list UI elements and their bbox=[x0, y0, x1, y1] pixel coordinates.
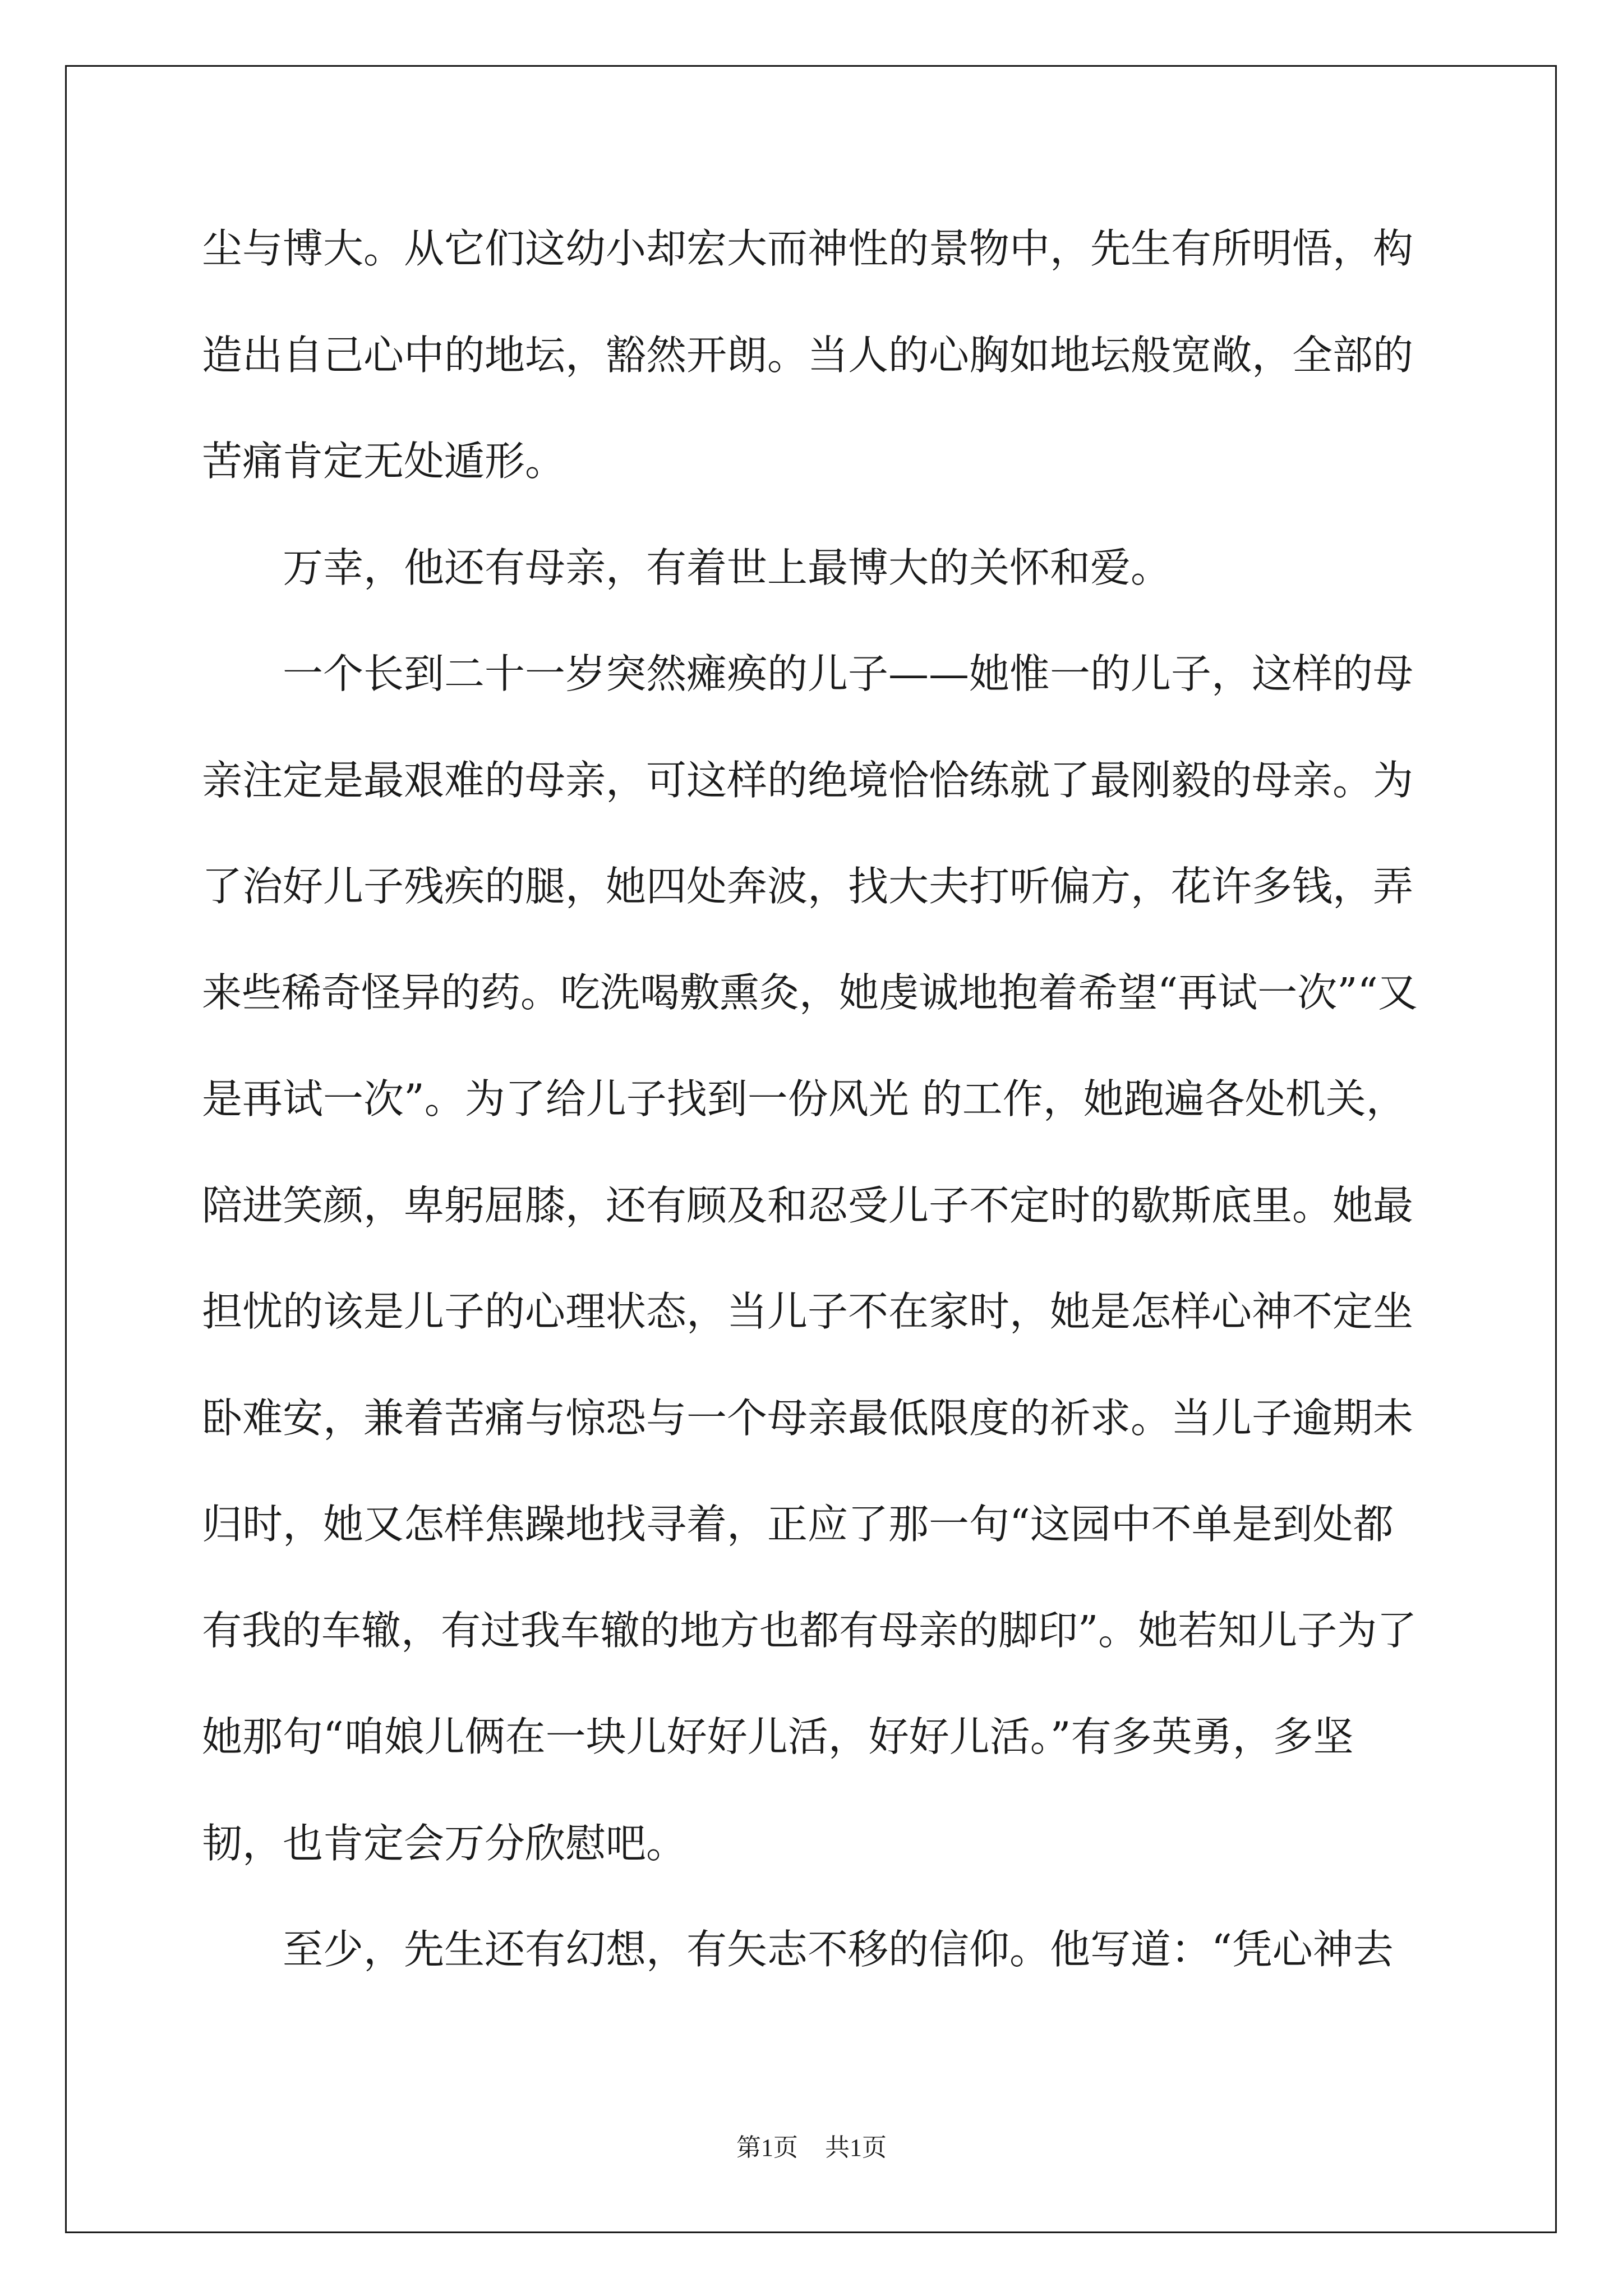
text-line: 尘与博大。从它们这幼小却宏大而神性的景物中，先生有所明悟，构 bbox=[202, 225, 1414, 272]
text-line: 她那句“咱娘儿俩在一块儿好好儿活，好好儿活。”有多英勇，多坚 bbox=[202, 1713, 1354, 1760]
page-number-total: 共1页 bbox=[825, 2134, 887, 2161]
text-line: 造出自己心中的地坛，豁然开朗。当人的心胸如地坛般宽敞，全部的 bbox=[202, 331, 1414, 379]
text-line: 韧，也肯定会万分欣慰吧。 bbox=[202, 1819, 687, 1867]
text-line: 了治好儿子残疾的腿，她四处奔波，找大夫打听偏方，花许多钱，弄 bbox=[202, 863, 1414, 910]
page-number-current: 第1页 bbox=[736, 2134, 798, 2161]
text-line: 至少，先生还有幻想，有矢志不移的信仰。他写道：“凭心神去 bbox=[283, 1926, 1394, 1973]
text-line: 万幸，他还有母亲，有着世上最博大的关怀和爱。 bbox=[283, 544, 1172, 591]
text-line: 一个长到二十一岁突然瘫痪的儿子——她惟一的儿子，这样的母 bbox=[283, 650, 1414, 697]
text-line: 苦痛肯定无处遁形。 bbox=[202, 438, 566, 485]
text-line: 来些稀奇怪异的药。吃洗喝敷熏灸，她虔诚地抱着希望“再试一次”“又 bbox=[202, 969, 1418, 1016]
text-line: 卧难安，兼着苦痛与惊恐与一个母亲最低限度的祈求。当儿子逾期未 bbox=[202, 1394, 1414, 1442]
text-line: 担忧的该是儿子的心理状态，当儿子不在家时，她是怎样心神不定坐 bbox=[202, 1288, 1414, 1335]
text-line: 有我的车辙，有过我车辙的地方也都有母亲的脚印”。她若知儿子为了 bbox=[202, 1607, 1417, 1654]
document-body bbox=[202, 218, 1430, 2025]
text-line: 亲注定是最艰难的母亲，可这样的绝境恰恰练就了最刚毅的母亲。为 bbox=[202, 756, 1414, 804]
text-line: 陪进笑颜，卑躬屈膝，还有顾及和忍受儿子不定时的歇斯底里。她最 bbox=[202, 1181, 1414, 1229]
text-line: 是再试一次”。为了给儿子找到一份风光 的工作，她跑遍各处机关， bbox=[202, 1075, 1407, 1122]
text-line: 归时，她又怎样焦躁地找寻着，正应了那一句“这园中不单是到处都 bbox=[202, 1501, 1394, 1548]
page-footer bbox=[0, 2127, 1623, 2163]
